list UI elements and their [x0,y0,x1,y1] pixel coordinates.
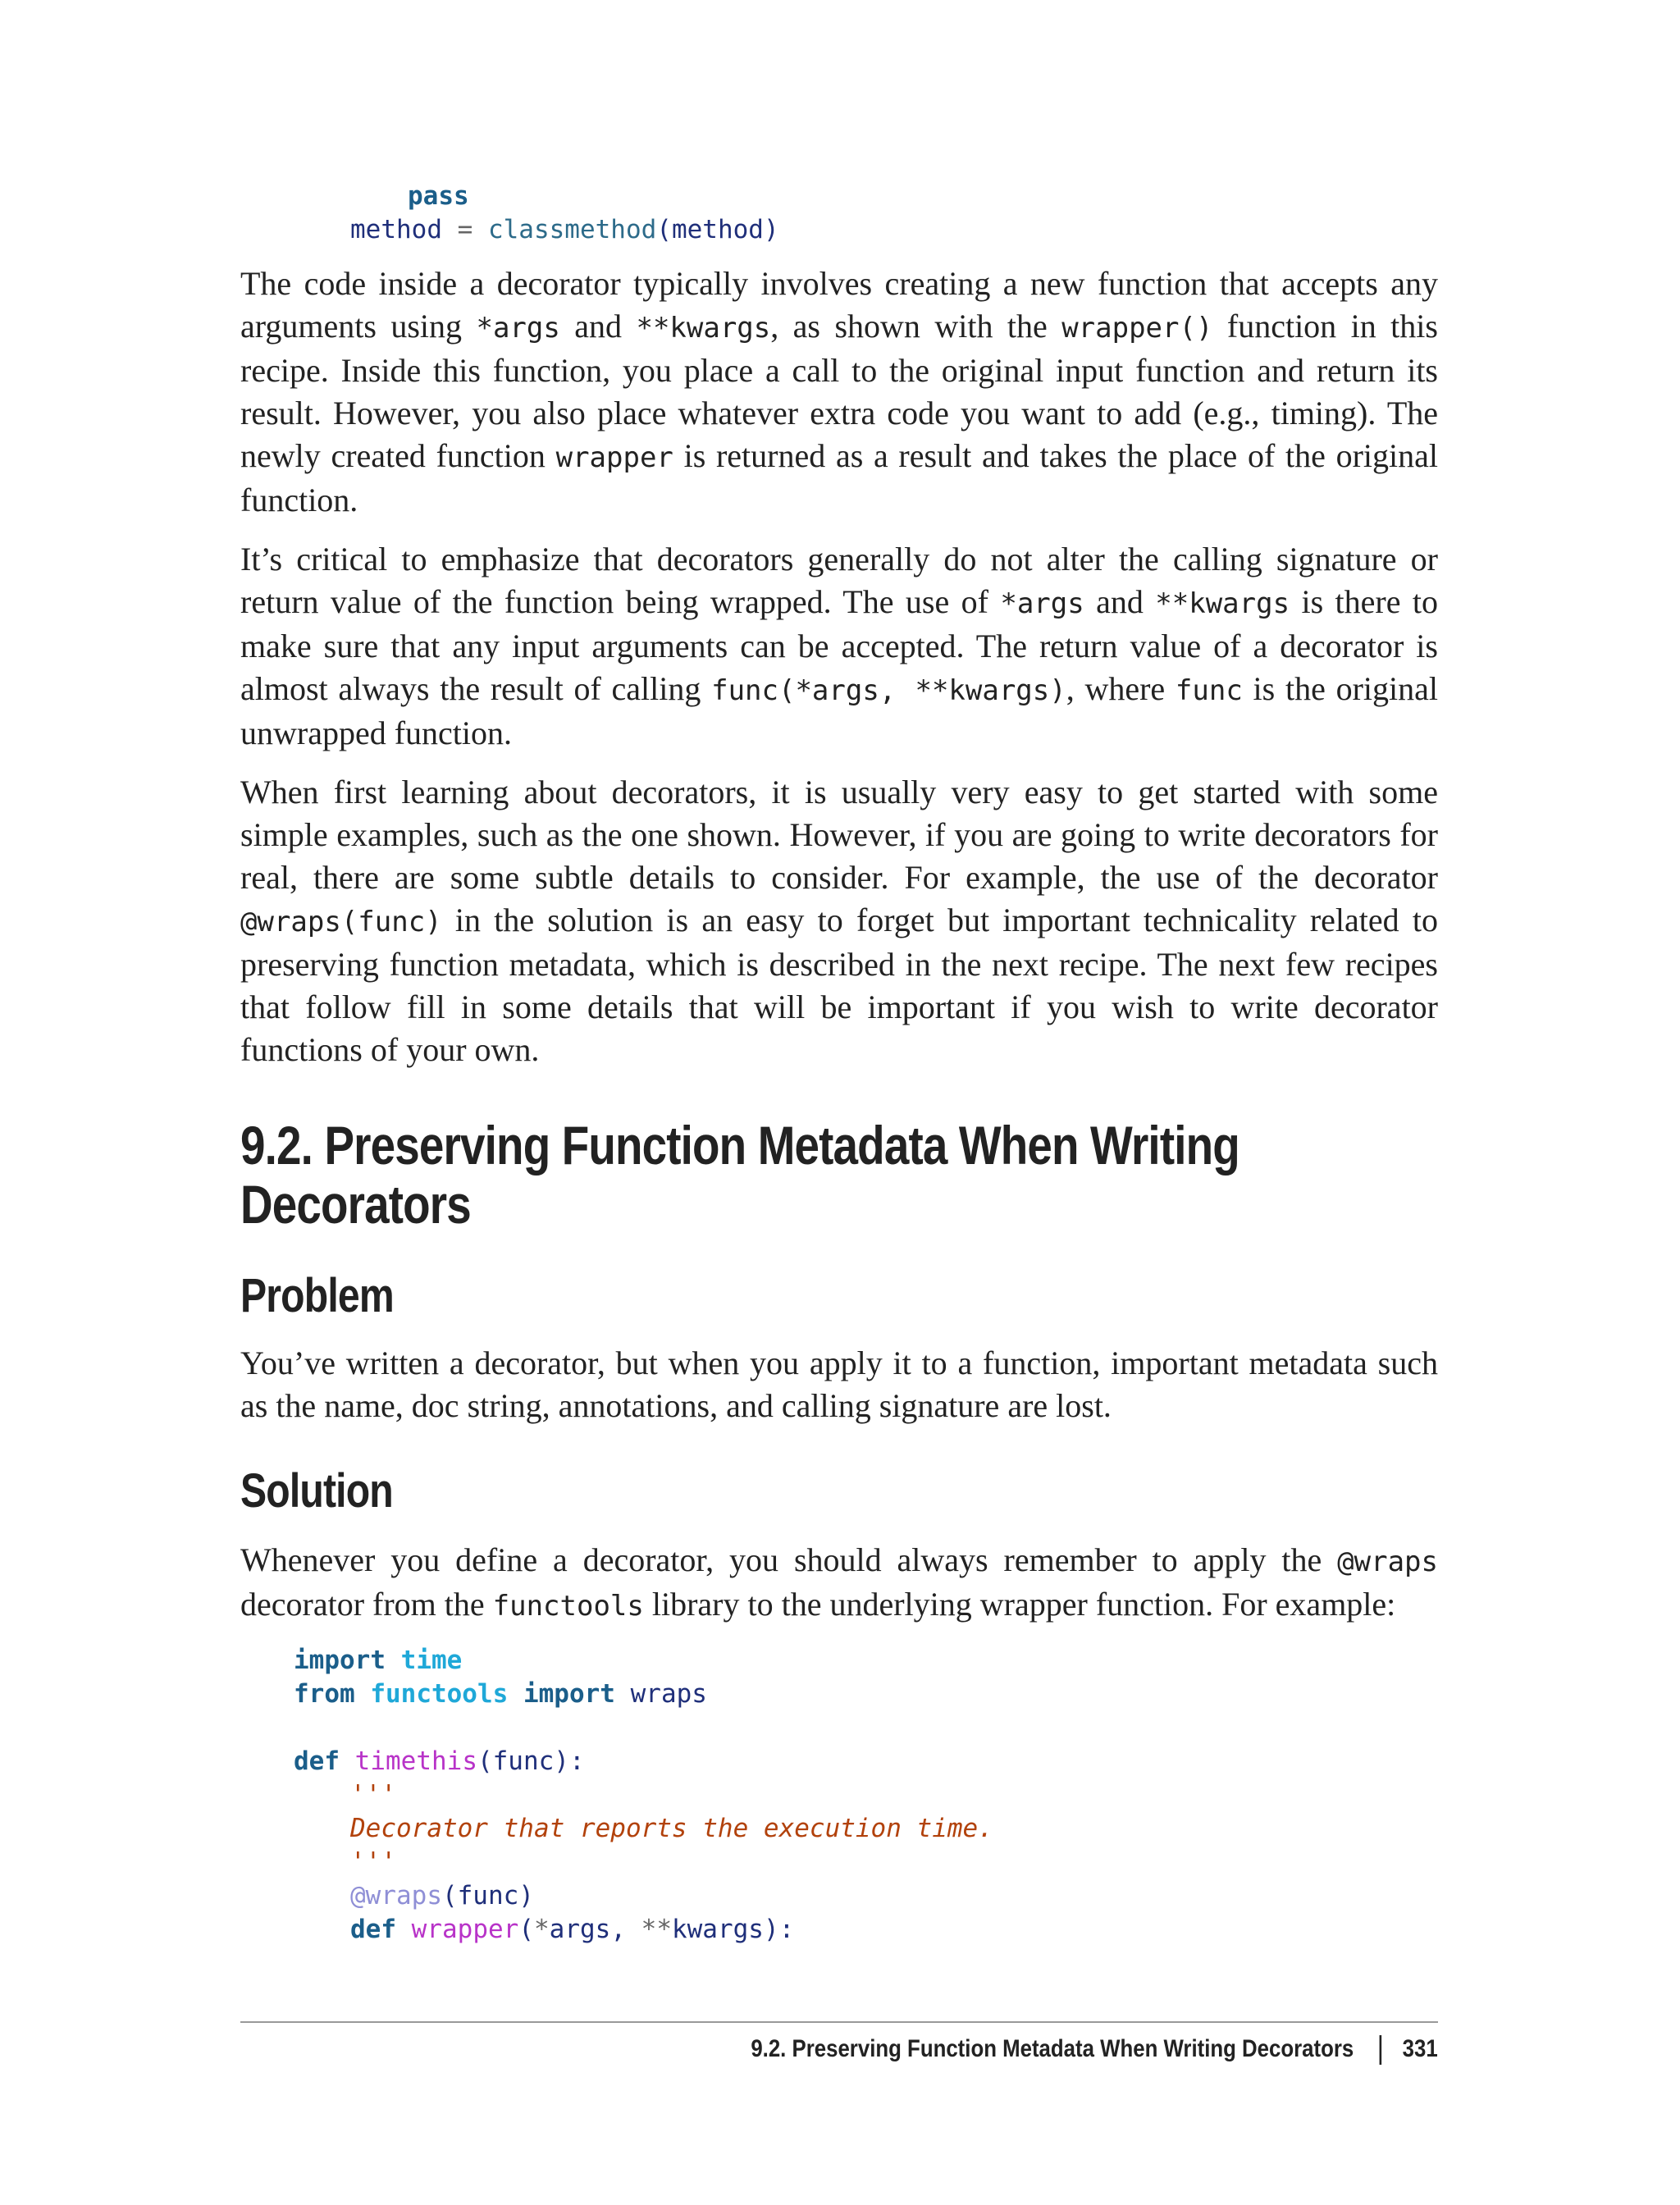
code-line-decorator [350,1879,534,1913]
paragraph-text: Whenever you define a decorator, you should always remember to apply the [240,1541,1338,1578]
paragraph-text: is returned as a result and takes the place of the original function. [240,437,1438,518]
code-keyword: def [294,1746,340,1776]
paragraph-learning [240,771,1438,1071]
code-line-from [294,1678,707,1711]
solution-text [240,1539,1438,1628]
code-params: (func): [477,1746,585,1776]
paragraph-signature [240,538,1438,755]
code-line-def-timethis [294,1745,585,1778]
code-function-name: wrapper [411,1915,519,1944]
code-module: functools [370,1679,509,1709]
section-title-line: 9.2. Preserving Function Metadata When Writing [240,1115,1239,1176]
code-operator: * [534,1915,550,1944]
problem-text: You’ve written a decorator, but when you apply it to a function, important metadata such as the name, doc string, annotations, and calling signature are lost. [240,1344,1438,1424]
inline-code: @wraps [1337,1545,1438,1578]
code-docstring: ''' [350,1780,396,1810]
code-builtin: classmethod [487,215,657,244]
code-operator: ** [641,1915,672,1944]
paragraph-decorator-code [240,262,1438,522]
code-keyword: import [523,1679,615,1709]
code-line-docstring-close [350,1846,396,1879]
code-keyword: import [294,1646,386,1675]
paragraph-text: is the original unwrapped function. [240,670,1438,751]
code-keyword: from [294,1679,355,1709]
code-param: kwargs [671,1915,764,1944]
code-docstring: ''' [350,1847,396,1877]
code-param: args [549,1915,611,1944]
paragraph-text: in the solution is an easy to forget but important technicality related to preserving function metadata, which is described in the next recipe. The next few recipes that follow fill in some details that will be important if you wish to write decorator functions of your own. [240,902,1438,1068]
code-keyword: def [350,1915,396,1944]
inline-code: *args [1000,587,1084,620]
code-name: method [671,215,764,244]
code-line-docstring-text [350,1812,993,1846]
paragraph-text: decorator from the [240,1586,493,1623]
code-line-import [294,1644,462,1678]
paragraph-text: When first learning about decorators, it is usually very easy to get started with some simple examples, such as the one shown. However, if you are going to write decorators for real, there are some subtle details to consider. For example, the use of the decorator [240,774,1438,896]
code-punct: ( [656,215,672,244]
paragraph-text: It’s critical to emphasize that decorators generally do not alter the calling signature or return value of the function being wrapped. The use of [240,541,1438,620]
code-decorator: @wraps [350,1881,442,1911]
footer-divider [240,2021,1438,2023]
code-punct: , [610,1915,641,1944]
inline-code: **kwargs [636,312,771,345]
paragraph-text: function in this recipe. Inside this function, you place a call to the original input function and return its result. However, you also place whatever extra code you want to add (e.g., timing). The newly created function [240,308,1438,474]
solution-heading: Solution [240,1464,393,1518]
paragraph-text: is there to make sure that any input arguments can be accepted. The return value of a decorator is almost always the result of calling [240,583,1438,707]
inline-code: *args [476,312,560,345]
inline-code: @wraps(func) [240,906,442,938]
page-number: 331 [1402,2035,1438,2062]
inline-code: func [1175,674,1243,707]
footer-separator [1380,2035,1382,2065]
inline-code: wrapper() [1061,312,1213,345]
code-line-def-wrapper [350,1913,794,1947]
code-punct: ( [518,1915,534,1944]
paragraph-text: library to the underlying wrapper function. For example: [643,1586,1396,1623]
code-module: time [400,1646,463,1675]
paragraph-text: The code inside a decorator typically involves creating a new function that accepts any arguments using [240,265,1438,345]
inline-code: functools [492,1590,644,1623]
paragraph-text: and [1084,583,1156,620]
inline-code: wrapper [555,441,673,474]
code-keyword: pass [408,181,469,211]
section-title-line: Decorators [240,1174,471,1235]
paragraph-text: , where [1066,670,1176,707]
inline-code: func(*args, **kwargs) [711,674,1066,707]
code-line-pass [408,180,469,213]
paragraph-text: , as shown with the [770,308,1062,345]
inline-code: **kwargs [1155,587,1290,620]
code-docstring: Decorator that reports the execution time. [350,1814,993,1843]
problem-heading: Problem [240,1269,394,1322]
code-name: wraps [630,1679,707,1709]
code-operator: = [441,215,488,244]
code-line-docstring-open [350,1778,396,1812]
page-footer [751,2033,1438,2066]
code-function-name: timethis [354,1746,477,1776]
code-line-classmethod [350,213,779,247]
section-title [240,1116,1239,1234]
code-punct: ) [763,215,779,244]
code-params: (func) [441,1881,534,1911]
running-footer-title: 9.2. Preserving Function Metadata When Writing Decorators [751,2035,1354,2062]
code-punct: ): [763,1915,795,1944]
paragraph-text: and [559,308,637,345]
code-name: method [350,215,442,244]
